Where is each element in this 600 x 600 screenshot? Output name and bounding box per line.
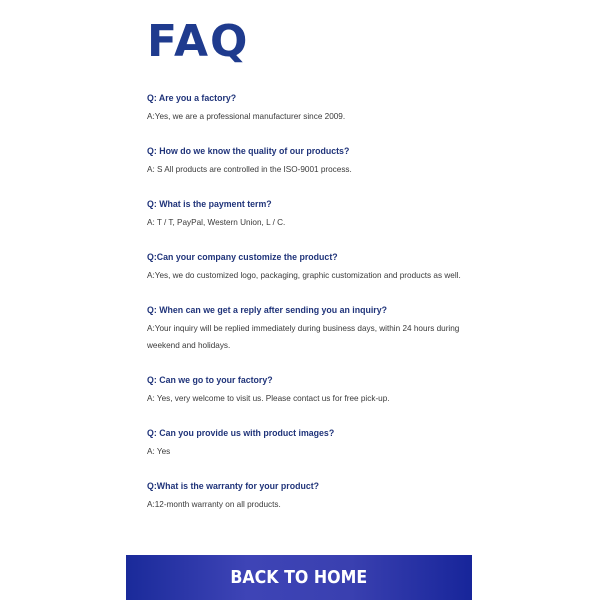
faq-item: [147, 479, 467, 513]
faq-answer: A:Yes, we do customized logo, packaging, graphic customization and products as well.: [147, 271, 461, 280]
faq-question: Q:What is the warranty for your product?: [147, 481, 320, 491]
faq-question: Q: Are you a factory?: [147, 93, 237, 103]
faq-item: [147, 303, 467, 354]
faq-question: Q: How do we know the quality of our products?: [147, 146, 350, 156]
back-to-home-button[interactable]: [126, 555, 472, 600]
faq-answer: A: Yes: [147, 447, 171, 456]
faq-answer: A:Your inquiry will be replied immediately during business days, within 24 hours during weekend and holidays.: [147, 324, 460, 350]
faq-question: Q:Can your company customize the product?: [147, 252, 338, 262]
faq-item: [147, 144, 467, 178]
faq-question: Q: Can we go to your factory?: [147, 375, 273, 385]
faq-item: [147, 426, 467, 460]
faq-question: Q: When can we get a reply after sending you an inquiry?: [147, 305, 387, 315]
faq-item: [147, 91, 467, 125]
faq-item: [147, 373, 467, 407]
faq-answer: A:Yes, we are a professional manufacturer since 2009.: [147, 112, 346, 121]
faq-answer: A: S All products are controlled in the ISO-9001 process.: [147, 165, 352, 174]
faq-question: Q: What is the payment term?: [147, 199, 272, 209]
back-to-home-label: BACK TO HOME: [230, 567, 368, 588]
faq-list: [147, 91, 467, 532]
faq-answer: A: T / T, PayPal, Western Union, L / C.: [147, 218, 286, 227]
faq-answer: A:12-month warranty on all products.: [147, 500, 281, 509]
faq-question: Q: Can you provide us with product images?: [147, 428, 335, 438]
page-title: FAQ: [147, 16, 250, 67]
faq-answer: A: Yes, very welcome to visit us. Please contact us for free pick-up.: [147, 394, 390, 403]
faq-item: [147, 250, 467, 284]
faq-item: [147, 197, 467, 231]
